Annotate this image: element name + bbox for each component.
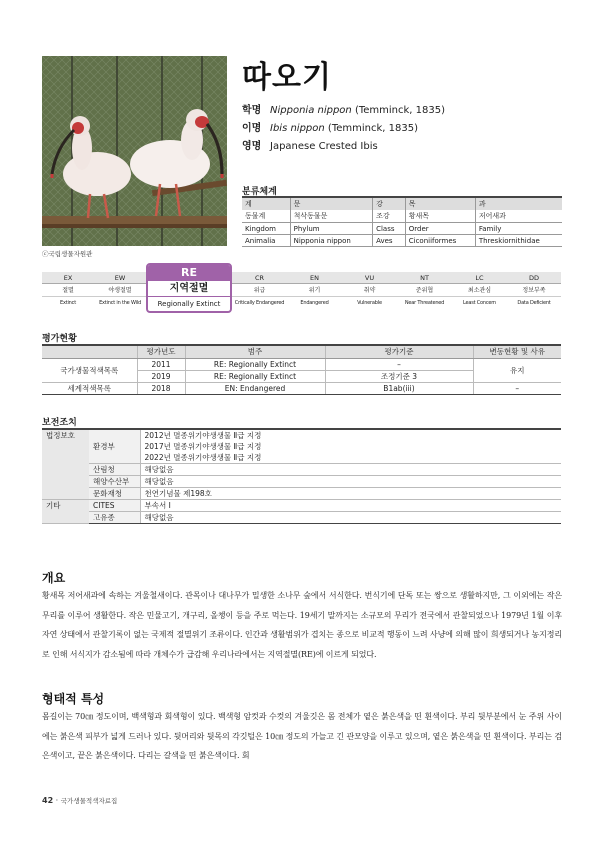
category-cr <box>232 272 287 310</box>
table-row <box>242 210 562 223</box>
other-label: 기타 <box>42 500 89 524</box>
agency-value: 해당없음 <box>140 464 561 476</box>
col-class: 강 <box>373 197 406 210</box>
table-cell: Phylum <box>290 223 372 235</box>
category-en: Extinct <box>60 300 76 306</box>
category-ex <box>42 272 94 310</box>
table-cell: Order <box>405 223 475 235</box>
table-cell: Aves <box>373 235 406 247</box>
conservation-heading: 보전조치 <box>42 418 77 428</box>
scientific-name-author: (Temminck, 1835) <box>351 105 446 116</box>
table-cell: Nipponia nippon <box>290 235 372 247</box>
category-en: Vulnerable <box>357 300 382 306</box>
table-cell: Ciconiiformes <box>405 235 475 247</box>
designation-line: 2012년 멸종위기야생생물 Ⅱ급 지정 <box>144 431 262 440</box>
agency-label: CITES <box>89 500 140 512</box>
category-en: Extinct in the Wild <box>99 300 141 306</box>
col-family: 과 <box>475 197 562 210</box>
synonym-row <box>242 120 445 138</box>
species-names <box>242 102 445 156</box>
table-cell: Family <box>475 223 562 235</box>
category-code: EW <box>94 272 146 284</box>
eval-year: 2019 <box>137 370 185 382</box>
table-row <box>42 488 561 500</box>
header-blank <box>42 345 137 358</box>
eval-category: RE: Regionally Extinct <box>185 358 325 370</box>
conservation-table <box>42 428 561 524</box>
agency-label: 해양수산부 <box>89 476 140 488</box>
category-kr: 위기 <box>287 284 342 297</box>
category-code: RE <box>148 265 230 281</box>
agency-value: 해당없음 <box>140 476 561 488</box>
category-dd <box>507 272 561 310</box>
agency-label: 환경부 <box>89 429 140 464</box>
table-row <box>42 464 561 476</box>
page-title: 따오기 <box>242 60 332 95</box>
category-kr: 준위협 <box>397 284 452 297</box>
category-code: LC <box>452 272 507 284</box>
book-series-title: 국가생물적색자료집 <box>60 797 118 805</box>
classification-header-row <box>242 197 562 210</box>
category-en: Data Deficient <box>517 300 551 306</box>
header-criteria: 평가기준 <box>325 345 473 358</box>
category-kr: 지역절멸 <box>148 281 230 297</box>
eval-change: – <box>473 382 561 394</box>
category-vu <box>342 272 397 310</box>
table-cell: Threskiornithidae <box>475 235 562 247</box>
overview-text: 황새목 저어새과에 속하는 겨울철새이다. 관목이나 대나무가 밀생한 소나무 숲에서 서식한다. 번식기에 단독 또는 쌍으로 생활하지만, 그 이외에는 작은 무리를 이루어 생활한다. 작은 민물고기, 개구리, 올챙이 등을 주로 먹는다. 19세기 말까지는 소규모의 무리가 전국에서 관찰되었으나 1979년 1월 이후 자연 상태에서 관찰기록이 없는 국제적 절멸위기 조류이다. 인간과 생활범위가 겹치는 종으로 비교적 행동이 느려 사냥에 의해 많이 희생되거나 농지정리로 인해 서식지가 감소됨에 따라 개체수가 급감해 우리나라에서는 지역절멸(RE)에 이르게 되었다. <box>42 591 562 659</box>
global-redlist-label: 세계적색목록 <box>42 382 137 394</box>
category-kr: 정보부족 <box>507 284 561 297</box>
category-ew <box>94 272 146 310</box>
table-cell: 조강 <box>373 210 406 223</box>
table-row <box>42 500 561 512</box>
category-en: Least Concern <box>462 300 497 306</box>
category-en: Endangered <box>300 300 329 306</box>
classification-table <box>242 196 562 247</box>
table-cell: 저어새과 <box>475 210 562 223</box>
header-category: 범주 <box>185 345 325 358</box>
eval-year: 2018 <box>137 382 185 394</box>
col-phylum: 문 <box>290 197 372 210</box>
agency-label: 문화재청 <box>89 488 140 500</box>
table-cell: 척삭동물문 <box>290 210 372 223</box>
overview-heading: 개요 <box>42 571 66 585</box>
morphology-text: 몸길이는 70㎝ 정도이며, 백색형과 회색형이 있다. 백색형 암컷과 수컷의 겨울깃은 몸 전체가 옅은 붉은색을 띤 흰색이다. 부리 뒷부분에서 눈 주위 사이에는 붉은색 피부가 넓게 드러나 있다. 뒷머리와 뒷목의 각깃털은 10㎝ 정도의 가늘고 긴 관모양을 이루고 있으며, 옅은 붉은색을 띤 흰색이다. 부리는 검은색이고, 끝은 붉은색이다. 다리는 갈색을 띤 붉은색이다. 회 <box>42 712 562 760</box>
synonym-name: Ibis nippon <box>270 123 325 134</box>
agency-value: 해당없음 <box>140 512 561 524</box>
legal-protection-label: 법정보호 <box>42 429 89 500</box>
page-footer <box>42 796 117 805</box>
table-cell: Class <box>373 223 406 235</box>
header-year: 평가년도 <box>137 345 185 358</box>
col-kingdom: 계 <box>242 197 290 210</box>
table-row <box>42 476 561 488</box>
category-kr: 취약 <box>342 284 397 297</box>
english-name-label: 영명 <box>242 141 262 152</box>
table-cell: 황새목 <box>405 210 475 223</box>
category-en: Near Threatened <box>404 300 445 306</box>
category-kr: 위급 <box>232 284 287 297</box>
category-code: EN <box>287 272 342 284</box>
eval-criteria: – <box>325 358 473 370</box>
designation-line: 2017년 멸종위기야생생물 Ⅱ급 지정 <box>144 442 262 451</box>
category-en-endangered <box>287 272 342 310</box>
category-code: VU <box>342 272 397 284</box>
page-number: 42 <box>42 796 54 805</box>
classification-heading: 분류체계 <box>242 187 277 197</box>
eval-category: RE: Regionally Extinct <box>185 370 325 382</box>
redlist-category-bar <box>42 266 561 310</box>
agency-value: 부속서 Ⅰ <box>140 500 561 512</box>
morphology-heading: 형태적 특성 <box>42 692 105 706</box>
synonym-author: (Temminck, 1835) <box>324 123 418 134</box>
eval-criteria: 조정기준 3 <box>325 370 473 382</box>
evaluation-header-row <box>42 345 561 358</box>
english-name-row <box>242 138 445 156</box>
footer-separator: · <box>53 796 61 805</box>
eval-criteria: B1ab(iii) <box>325 382 473 394</box>
ibis-photo <box>42 56 227 246</box>
scientific-name-row <box>242 102 445 120</box>
scientific-name-label: 학명 <box>242 105 262 116</box>
agency-label: 산림청 <box>89 464 140 476</box>
eval-change: 유지 <box>473 358 561 382</box>
table-row <box>242 223 562 235</box>
synonym-label: 이명 <box>242 123 262 134</box>
table-row <box>42 512 561 524</box>
category-code: EX <box>42 272 94 284</box>
evaluation-heading: 평가현황 <box>42 334 77 344</box>
evaluation-table <box>42 344 561 395</box>
scientific-name: Nipponia nippon <box>270 105 352 116</box>
table-cell: Kingdom <box>242 223 290 235</box>
table-row <box>242 235 562 247</box>
table-cell: Animalia <box>242 235 290 247</box>
designation-line: 2022년 멸종위기야생생물 Ⅱ급 지정 <box>144 453 262 462</box>
category-en: Regionally Extinct <box>157 300 221 308</box>
category-kr: 야생절멸 <box>94 284 146 297</box>
table-row <box>42 429 561 464</box>
eval-year: 2011 <box>137 358 185 370</box>
category-lc <box>452 272 507 310</box>
table-row <box>42 358 561 370</box>
category-nt <box>397 272 452 310</box>
english-name: Japanese Crested Ibis <box>270 141 378 152</box>
category-re-selected <box>146 263 232 313</box>
table-row <box>42 382 561 394</box>
agency-value: 천연기념물 제198호 <box>140 488 561 500</box>
table-cell: 동물계 <box>242 210 290 223</box>
national-redlist-label: 국가생물적색목록 <box>42 358 137 382</box>
eval-category: EN: Endangered <box>185 382 325 394</box>
category-code: DD <box>507 272 561 284</box>
category-code: CR <box>232 272 287 284</box>
agency-value <box>140 429 561 464</box>
col-order: 목 <box>405 197 475 210</box>
category-kr: 절멸 <box>42 284 94 297</box>
category-code: NT <box>397 272 452 284</box>
header-change: 변동현황 및 사유 <box>473 345 561 358</box>
photo-credit: ⓒ국립생물자원관 <box>42 250 93 258</box>
category-en: Critically Endangered <box>234 300 285 306</box>
agency-label: 고유종 <box>89 512 140 524</box>
category-kr: 최소관심 <box>452 284 507 297</box>
